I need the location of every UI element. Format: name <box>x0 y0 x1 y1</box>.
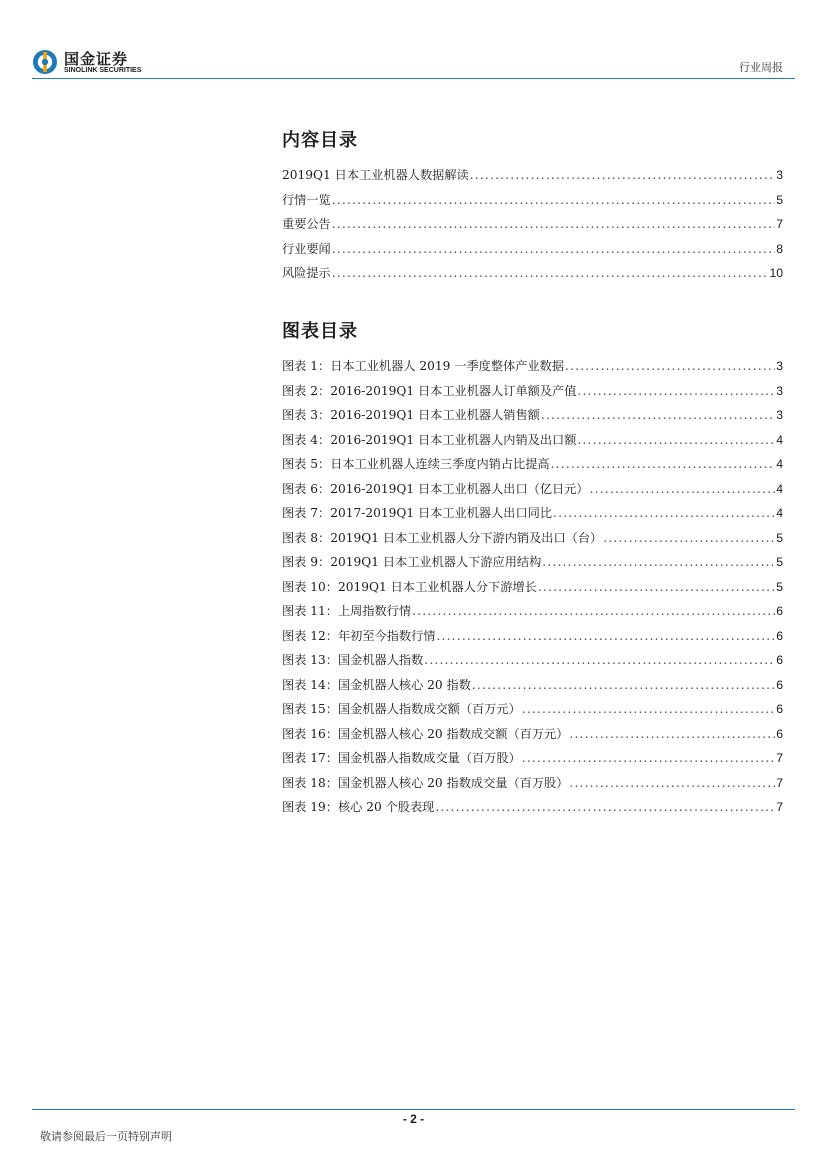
dot-leader <box>332 261 769 286</box>
contents-section <box>282 127 783 286</box>
dot-leader <box>590 477 776 502</box>
footer-divider <box>32 1109 795 1110</box>
dot-leader <box>553 501 775 526</box>
toc-entry-link[interactable] <box>282 428 783 453</box>
toc-entry-link[interactable] <box>282 697 783 722</box>
toc-entry-label: 图表 7：2017-2019Q1 日本工业机器人出口同比 <box>282 506 553 520</box>
toc-entry-label: 重要公告 <box>282 217 331 231</box>
toc-entry-label: 图表 16：国金机器人核心 20 指数成交额（百万元） <box>282 726 569 741</box>
toc-entry-page-number: 6 <box>776 726 783 741</box>
toc-entry-page-number: 6 <box>776 604 783 618</box>
dot-leader <box>569 771 775 796</box>
toc-entry-label: 图表 1：日本工业机器人 2019 一季度整体产业数据 <box>282 359 564 373</box>
toc-entry-label: 图表 19：核心 20 个股表现 <box>282 800 435 814</box>
toc-entry-label: 图表 18：国金机器人核心 20 指数成交量（百万股） <box>282 775 569 790</box>
logo-english-name: SINOLINK SECURITIES <box>64 67 142 74</box>
toc-entry-label: 图表 2：2016-2019Q1 日本工业机器人订单额及产值 <box>282 383 577 398</box>
toc-entry-page-number: 4 <box>776 457 783 471</box>
toc-entry-link[interactable] <box>282 550 783 575</box>
toc-entry-label: 图表 13：国金机器人指数 <box>282 653 424 667</box>
dot-leader <box>565 354 775 379</box>
toc-entry-page-number: 7 <box>776 751 783 765</box>
dot-leader <box>577 428 775 453</box>
toc-entry-page-number: 4 <box>776 506 783 520</box>
toc-entry-page-number: 4 <box>776 481 783 496</box>
toc-entry-link[interactable] <box>282 354 783 379</box>
figures-section <box>282 318 783 820</box>
toc-entry-page-number: 6 <box>776 702 783 716</box>
toc-entry-label: 2019Q1 日本工业机器人数据解读 <box>282 168 469 182</box>
toc-entry-page-number: 7 <box>776 800 783 814</box>
toc-entry-page-number: 5 <box>776 192 783 207</box>
toc-entry-page-number: 5 <box>776 579 783 594</box>
toc-entry-link[interactable] <box>282 722 783 747</box>
toc-entry-label: 图表 3：2016-2019Q1 日本工业机器人销售额 <box>282 408 540 422</box>
toc-entry-label: 图表 5：日本工业机器人连续三季度内销占比提高 <box>282 457 550 471</box>
toc-entry-link[interactable] <box>282 624 783 649</box>
toc-entry-link[interactable] <box>282 403 783 428</box>
toc-entry-link[interactable] <box>282 163 783 188</box>
dot-leader <box>603 526 775 551</box>
toc-entry-link[interactable] <box>282 526 783 551</box>
toc-entry-link[interactable] <box>282 599 783 624</box>
toc-entry-link[interactable] <box>282 771 783 796</box>
dot-leader <box>569 722 775 747</box>
toc-entry-label: 图表 14：国金机器人核心 20 指数 <box>282 677 471 692</box>
toc-entry-link[interactable] <box>282 237 783 262</box>
toc-entry-page-number: 8 <box>776 241 783 256</box>
contents-list <box>282 163 783 286</box>
toc-entry-label: 行情一览 <box>282 192 331 207</box>
toc-entry-page-number: 7 <box>776 775 783 790</box>
toc-entry-link[interactable] <box>282 261 783 286</box>
toc-entry-page-number: 3 <box>776 359 783 373</box>
figures-title: 图表目录 <box>282 321 358 342</box>
dot-leader <box>577 379 775 404</box>
report-type-label: 行业周报 <box>739 61 783 74</box>
toc-entry-page-number: 4 <box>776 432 783 447</box>
toc-entry-label: 图表 8：2019Q1 日本工业机器人分下游内销及出口（台） <box>282 530 603 545</box>
toc-entry-link[interactable] <box>282 452 783 477</box>
toc-entry-label: 图表 15：国金机器人指数成交额（百万元） <box>282 702 521 716</box>
toc-entry-page-number: 7 <box>776 217 783 231</box>
toc-entry-page-number: 6 <box>776 653 783 667</box>
toc-entry-label: 图表 10：2019Q1 日本工业机器人分下游增长 <box>282 579 537 594</box>
dot-leader <box>470 163 776 188</box>
dot-leader <box>332 188 775 213</box>
toc-entry-link[interactable] <box>282 477 783 502</box>
dot-leader <box>522 697 775 722</box>
dot-leader <box>522 746 775 771</box>
toc-entry-page-number: 6 <box>776 677 783 692</box>
contents-title: 内容目录 <box>282 130 358 151</box>
dot-leader <box>424 648 775 673</box>
toc-entry-label: 图表 11：上周指数行情 <box>282 604 412 618</box>
dot-leader <box>551 452 776 477</box>
toc-entry-label: 图表 9：2019Q1 日本工业机器人下游应用结构 <box>282 555 542 569</box>
toc-entry-page-number: 6 <box>776 628 783 643</box>
sinolink-logo-icon <box>32 49 58 75</box>
toc-entry-page-number: 10 <box>769 266 783 280</box>
toc-entry-link[interactable] <box>282 673 783 698</box>
dot-leader <box>332 237 775 262</box>
header-divider <box>32 78 795 79</box>
dot-leader <box>412 599 775 624</box>
dot-leader <box>541 403 775 428</box>
toc-entry-link[interactable] <box>282 648 783 673</box>
toc-entry-link[interactable] <box>282 795 783 820</box>
page-number: - 2 - <box>402 1112 425 1126</box>
toc-entry-page-number: 5 <box>776 555 783 569</box>
toc-entry-label: 图表 17：国金机器人指数成交量（百万股） <box>282 751 521 765</box>
toc-entry-link[interactable] <box>282 188 783 213</box>
toc-entry-label: 图表 12：年初至今指数行情 <box>282 628 436 643</box>
toc-entry-link[interactable] <box>282 575 783 600</box>
toc-entry-page-number: 5 <box>776 530 783 545</box>
dot-leader <box>542 550 775 575</box>
toc-entry-page-number: 3 <box>776 168 783 182</box>
toc-entry-link[interactable] <box>282 379 783 404</box>
figures-list <box>282 354 783 820</box>
toc-entry-page-number: 3 <box>776 383 783 398</box>
dot-leader <box>538 575 775 600</box>
toc-entry-link[interactable] <box>282 501 783 526</box>
company-logo <box>32 47 162 79</box>
page-header <box>0 0 827 80</box>
toc-entry-label: 图表 6：2016-2019Q1 日本工业机器人出口（亿日元） <box>282 481 589 496</box>
dot-leader <box>436 624 775 649</box>
toc-entry-label: 图表 4：2016-2019Q1 日本工业机器人内销及出口额 <box>282 432 577 447</box>
toc-entry-label: 行业要闻 <box>282 241 331 256</box>
disclaimer-text: 敬请参阅最后一页特别声明 <box>40 1130 172 1143</box>
toc-entry-link[interactable] <box>282 212 783 237</box>
dot-leader <box>472 673 775 698</box>
dot-leader <box>332 212 775 237</box>
logo-chinese-name: 国金证券 <box>64 50 129 68</box>
toc-entry-page-number: 3 <box>776 408 783 422</box>
dot-leader <box>435 795 775 820</box>
toc-entry-label: 风险提示 <box>282 266 331 280</box>
toc-entry-link[interactable] <box>282 746 783 771</box>
